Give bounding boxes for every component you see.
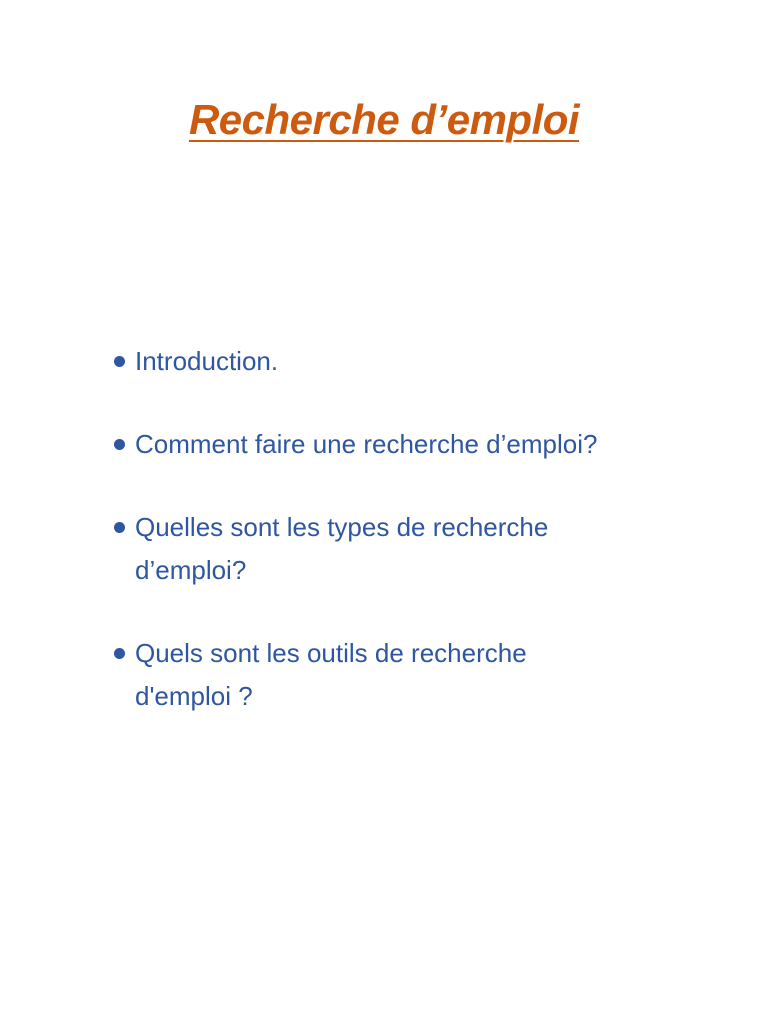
list-item-text: Introduction. [135, 346, 279, 376]
list-item [112, 506, 605, 592]
bullet-list [112, 340, 712, 758]
list-item-text: Comment faire une recherche d’emploi? [135, 429, 598, 459]
bullet-icon [114, 522, 125, 533]
list-item [112, 423, 712, 466]
bullet-icon [114, 356, 125, 367]
list-item [112, 632, 585, 718]
list-item-text: Quelles sont les types de recherche d’emploi? [135, 512, 549, 585]
list-item-text: Quels sont les outils de recherche d'emploi ? [135, 638, 527, 711]
list-item [112, 340, 712, 383]
page-title: Recherche d’emploi [188, 96, 580, 143]
bullet-icon [114, 439, 125, 450]
bullet-icon [114, 648, 125, 659]
